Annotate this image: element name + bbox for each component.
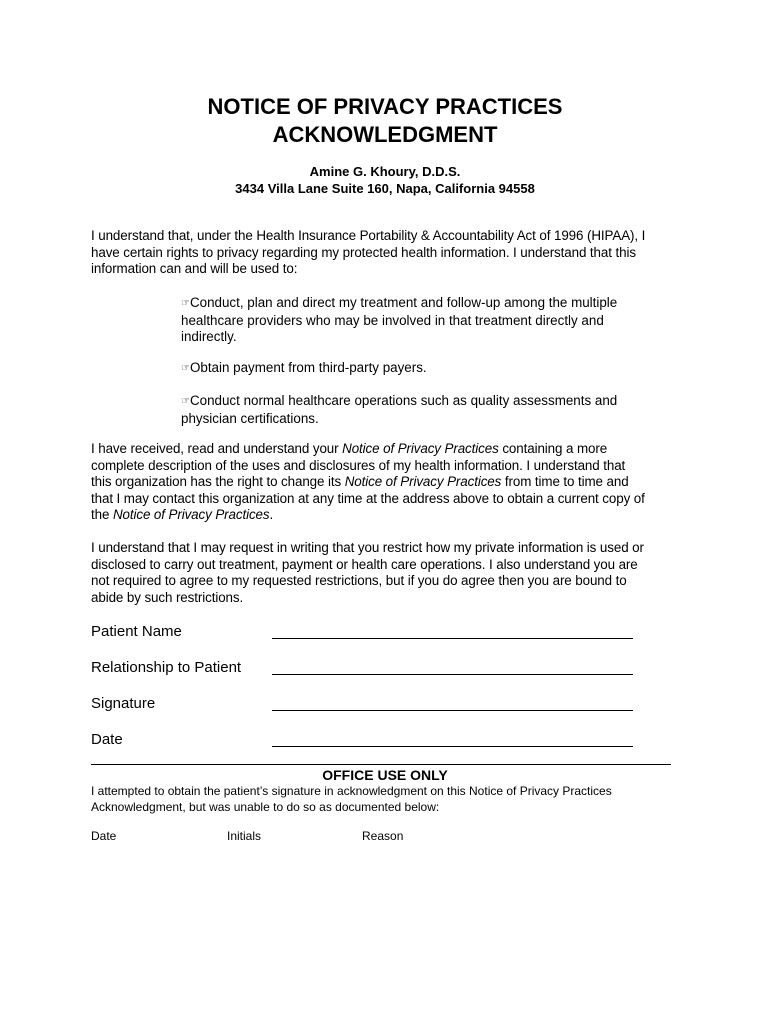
- notice-title-italic: Notice of Privacy Practices: [112, 507, 270, 522]
- intro-line: information can and will be used to:: [91, 261, 298, 276]
- restriction-line: abide by such restrictions.: [91, 589, 244, 605]
- text-run: the: [91, 507, 113, 522]
- section-divider: [91, 764, 671, 765]
- relationship-label: Relationship to Patient: [91, 659, 242, 676]
- restriction-line: I understand that I may request in writing that you restrict how my private information is used or: [91, 540, 644, 555]
- patient-name-row: [91, 622, 636, 642]
- text-run: from time to time and: [501, 474, 629, 489]
- bullet-item-operations: [181, 393, 651, 427]
- pointing-hand-icon: ☞: [181, 363, 190, 374]
- notice-title-italic: Notice of Privacy Practices: [344, 474, 502, 489]
- bullet-item-payment: [181, 360, 651, 378]
- bullet-text: indirectly.: [181, 329, 237, 344]
- office-use-text: [91, 784, 671, 815]
- signature-field[interactable]: [272, 710, 633, 711]
- received-line: that I may contact this organization at any time at the address above to obtain a current copy of: [91, 490, 645, 506]
- bullet-text: Conduct normal healthcare operations such as quality assessments and: [189, 393, 618, 408]
- bullet-text: Conduct, plan and direct my treatment and follow-up among the multiple: [189, 295, 618, 310]
- patient-name-field[interactable]: [272, 638, 633, 639]
- bullet-text: Obtain payment from third-party payers.: [189, 360, 427, 375]
- patient-name-label: Patient Name: [91, 623, 182, 640]
- signature-label: Signature: [91, 695, 156, 712]
- document-title: [0, 93, 770, 149]
- restriction-line: not required to agree to my requested restrictions, but if you do agree then you are bound to: [91, 573, 627, 588]
- intro-line: I understand that, under the Health Insurance Portability & Accountability Act of 1996 (HIPAA), I: [91, 228, 646, 243]
- office-date-column: Date: [91, 829, 117, 843]
- date-row: [91, 730, 636, 750]
- bullet-text: healthcare providers who may be involved in that treatment directly and: [181, 312, 604, 328]
- pointing-hand-icon: ☞: [181, 396, 190, 407]
- text-run: this organization has the right to change its: [91, 474, 345, 489]
- provider-name: Amine G. Khoury, D.D.S.: [309, 164, 461, 179]
- office-text-line: Acknowledgment, but was unable to do so as documented below:: [91, 799, 440, 814]
- text-run: containing a more: [498, 441, 608, 456]
- office-reason-column: Reason: [362, 829, 404, 843]
- provider-address: 3434 Villa Lane Suite 160, Napa, California 94558: [235, 181, 535, 196]
- signature-row: [91, 694, 636, 714]
- text-run: I have received, read and understand your: [91, 441, 343, 456]
- notice-title-italic: Notice of Privacy Practices: [342, 441, 499, 456]
- office-text-line: I attempted to obtain the patient’s signature in acknowledgment on this Notice of Privacy Practices: [91, 784, 612, 798]
- relationship-field[interactable]: [272, 674, 633, 675]
- office-use-title: OFFICE USE ONLY: [322, 767, 448, 783]
- intro-line: have certain rights to privacy regarding my protected health information. I understand that this: [91, 244, 636, 260]
- received-line: complete description of the uses and disclosures of my health information. I understand that: [91, 457, 626, 473]
- title-line-2: ACKNOWLEDGMENT: [272, 122, 498, 147]
- text-run: .: [269, 507, 274, 522]
- office-initials-column: Initials: [227, 829, 262, 843]
- received-paragraph: [91, 441, 681, 524]
- intro-paragraph: [91, 228, 681, 278]
- date-label: Date: [91, 731, 123, 748]
- date-field[interactable]: [272, 746, 633, 747]
- bullet-item-treatment: [181, 295, 651, 346]
- pointing-hand-icon: ☞: [181, 298, 190, 309]
- title-line-1: NOTICE OF PRIVACY PRACTICES: [207, 94, 563, 119]
- restriction-line: disclosed to carry out treatment, payment or health care operations. I also understand you are: [91, 556, 638, 572]
- relationship-row: [91, 658, 636, 678]
- restriction-paragraph: [91, 540, 681, 606]
- bullet-text: physician certifications.: [181, 410, 319, 426]
